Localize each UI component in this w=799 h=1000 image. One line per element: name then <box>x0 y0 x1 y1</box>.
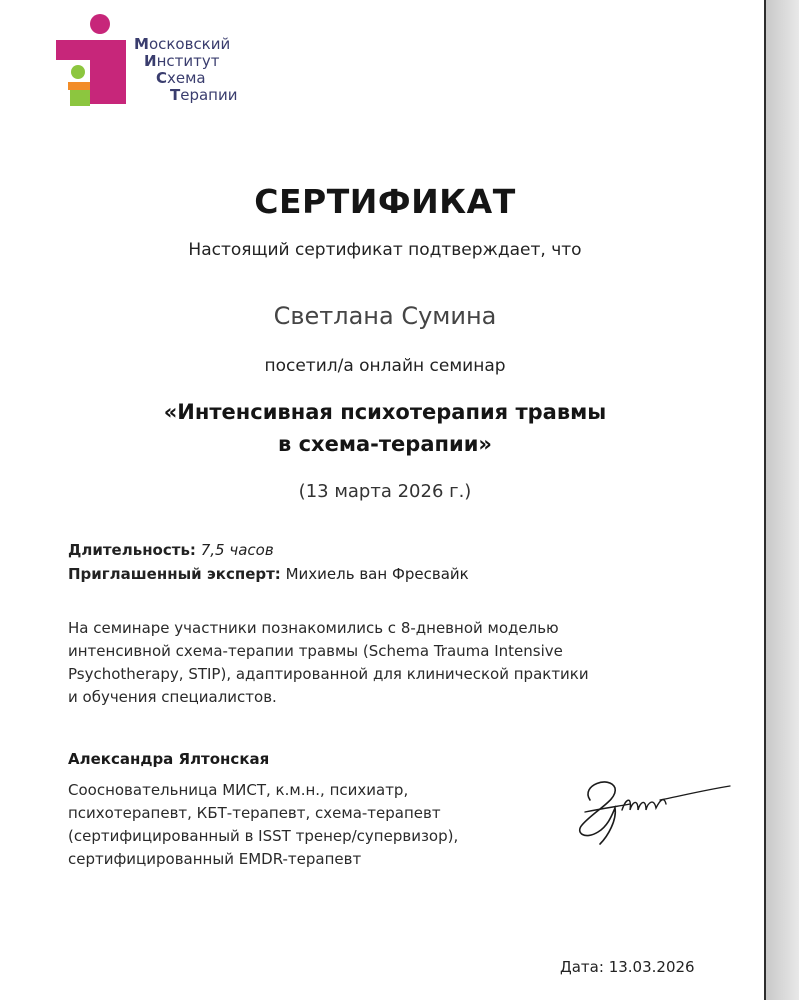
confirm-text: Настоящий сертификат подтверждает, что <box>188 240 582 260</box>
seminar-title <box>0 396 770 460</box>
date-value: 13.03.2026 <box>608 958 695 976</box>
logo-line1-rest: осковский <box>148 35 231 53</box>
description-line1: На семинаре участники познакомились с 8-дневной моделью <box>68 619 559 637</box>
description-line4: и обучения специалистов. <box>68 688 277 706</box>
seminar-date: (13 марта 2026 г.) <box>298 481 472 502</box>
expert-label: Приглашенный эксперт: <box>68 565 281 583</box>
logo-line3-rest: хема <box>167 69 206 87</box>
recipient-name: Светлана Сумина <box>273 302 497 330</box>
signer-name: Александра Ялтонская <box>68 750 270 768</box>
logo-line3-cap: С <box>156 69 168 87</box>
issue-date <box>560 958 695 976</box>
seminar-title-line1: «Интенсивная психотерапия травмы <box>163 400 607 424</box>
expert-row <box>68 562 469 586</box>
signer-role-line1: Соосновательница МИСТ, к.м.н., психиатр, <box>68 781 409 799</box>
description-line2: интенсивной схема-терапии травмы (Schema Trauma Intensive <box>68 642 563 660</box>
expert-value: Михиель ван Фресвайк <box>285 565 469 583</box>
date-label: Дата: <box>560 958 604 976</box>
certificate-title: СЕРТИФИКАТ <box>254 182 516 221</box>
logo-line2-rest: нститут <box>156 52 220 70</box>
duration-label: Длительность: <box>68 541 196 559</box>
handwritten-signature <box>560 770 740 850</box>
signer-role-line3: (сертифицированный в ISST тренер/супервизор), <box>68 827 459 845</box>
institute-name <box>134 36 237 104</box>
attended-text: посетил/а онлайн семинар <box>264 356 506 376</box>
logo-line2-cap: И <box>144 52 157 70</box>
institute-logo <box>56 14 296 114</box>
page-edge-shade <box>766 0 799 1000</box>
logo-line1-cap: М <box>134 35 149 53</box>
signer-role-line4: сертифицированный EMDR-терапевт <box>68 850 362 868</box>
logo-line4-rest: ерапии <box>180 86 238 104</box>
signer-role <box>68 779 568 871</box>
seminar-details <box>68 538 469 586</box>
logo-line4-cap: Т <box>170 86 181 104</box>
duration-value: 7,5 часов <box>200 541 274 559</box>
signer-role-line2: психотерапевт, КБТ-терапевт, схема-терапевт <box>68 804 441 822</box>
seminar-title-line2: в схема-терапии» <box>277 432 492 456</box>
description-line3: Psychotherapy, STIP), адаптированной для клинической практики <box>68 665 589 683</box>
seminar-description <box>68 617 708 709</box>
duration-row <box>68 538 469 562</box>
institute-logo-mark <box>56 14 136 114</box>
